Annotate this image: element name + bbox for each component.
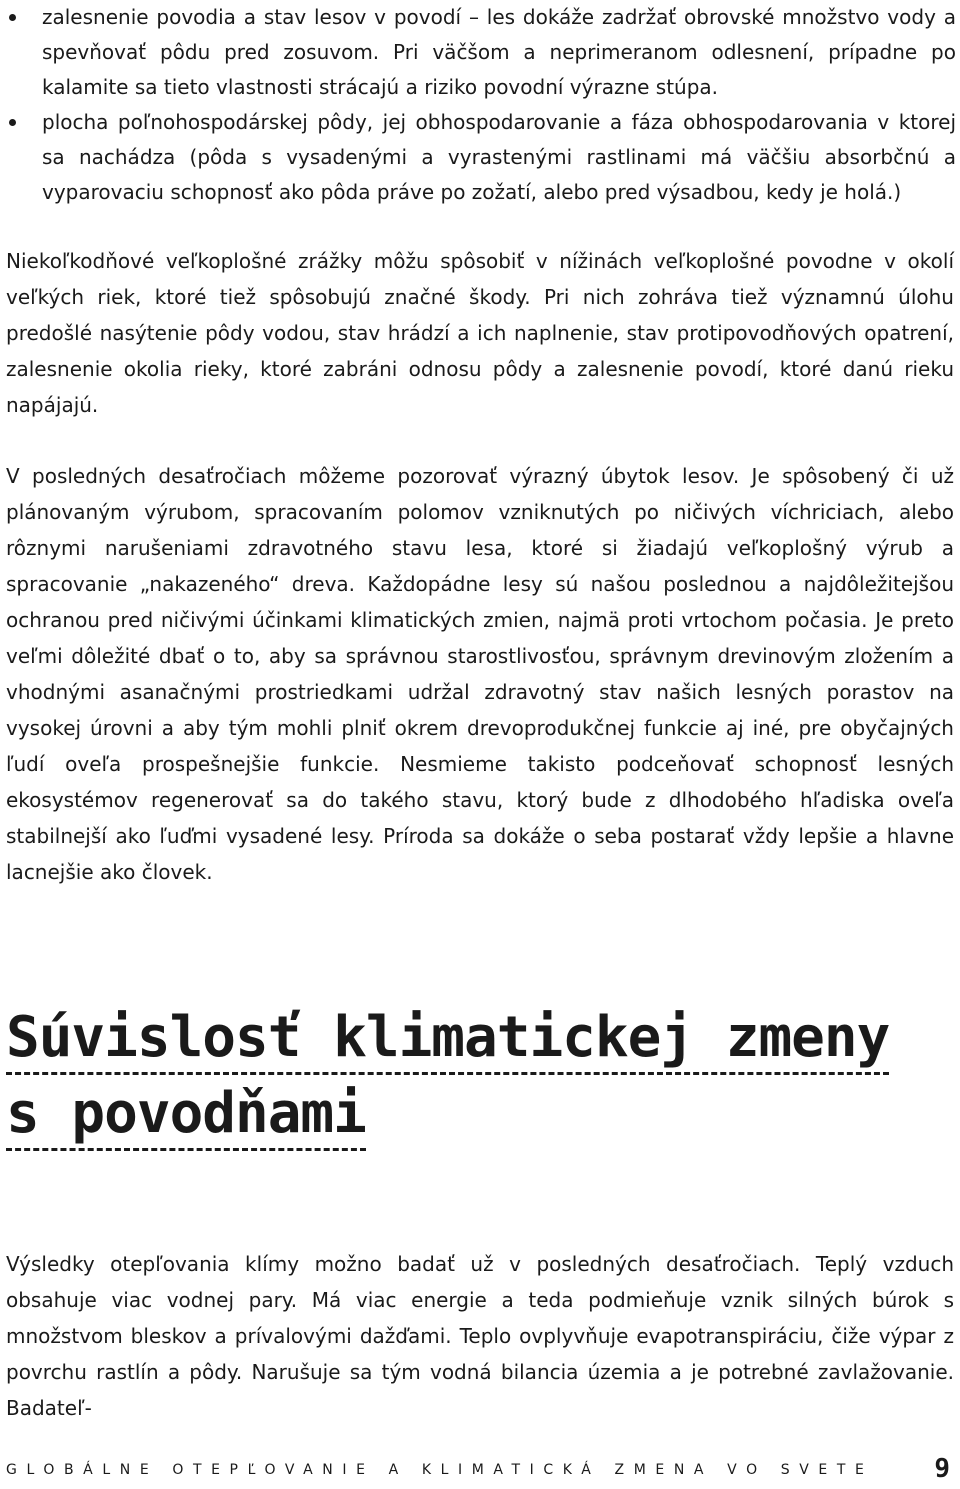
page-footer <box>6 1454 950 1488</box>
bullet-dot-icon <box>9 119 16 126</box>
section-heading-line-2: s povodňami <box>6 1080 366 1151</box>
bullet-dot-icon <box>9 14 16 21</box>
section-heading-line-1: Súvislosť klimatickej zmeny <box>6 1004 889 1075</box>
paragraph-warming-effects: Výsledky otepľovania klímy možno badať už v posledných desaťročiach. Teplý vzduch obsahuje viac vodnej pary. Má viac energie a teda podmieňuje vznik silných búrok s množstvom bleskov a prívalovými dažďami. Teplo ovplyvňuje evapotranspiráciu, čiže výpar z povrchu rastlín a pôdy. Narušuje sa tým vodná bilancia územia a je potrebné zavlažovanie. Badateľ- <box>6 1252 954 1420</box>
section-heading <box>6 1000 946 1152</box>
bullet-text: plocha poľnohospodárskej pôdy, jej obhospodarovanie a fáza obhospodarovania v ktorej sa nachádza (pôda s vysadenými a vyrastenými rastlinami má väčšiu absorbčnú a vyparovaciu schopnosť ako pôda práve po zožatí, alebo pred výsadbou, kedy je holá.) <box>42 110 956 204</box>
paragraph-forest-decline: V posledných desaťročiach môžeme pozorovať výrazný úbytok lesov. Je spôsobený či už plánovaným výrubom, spracovaním polomov vzniknutých po ničivých víchriciach, alebo rôznymi narušeniami zdravotného stavu lesa, ktoré si žiadajú veľkoplošný výrub a spracovanie „nakazeného“ dreva. Každopádne lesy sú našou poslednou a najdôležitejšou ochranou pred ničivými účinkami klimatických zmien, najmä proti vrtochom počasia. Je preto veľmi dôležité dbať o to, aby sa správnou starostlivosťou, správnym drevinovým zložením a vhodnými asanačnými prostriedkami udržal zdravotný stav našich lesných porastov na vysokej úrovni a aby tým mohli plniť okrem drevoprodukčnej funkcie aj iné, pre obyčajných ľudí oveľa prospešnejšie funkcie. Nesmieme takisto podceňovať schopnosť lesných ekosystémov regenerovať sa do takého stavu, ktorý bude z dlhodobého hľadiska oveľa stabilnejší ako ľuďmi vysadené lesy. Príroda sa dokáže o seba postarať vždy lepšie a hlavne lacnejšie ako človek. <box>6 464 954 884</box>
bullet-list <box>8 0 956 210</box>
bullet-item <box>8 0 956 105</box>
running-title: GLOBÁLNE OTEPĽOVANIE A KLIMATICKÁ ZMENA VO SVETE <box>6 1462 874 1478</box>
bullet-item <box>8 105 956 210</box>
paragraph-flood-lowlands: Niekoľkodňové veľkoplošné zrážky môžu spôsobiť v nížinách veľkoplošné povodne v okolí veľkých riek, ktoré tiež spôsobujú značné škody. Pri nich zohráva tiež významnú úlohu predošlé nasýtenie pôdy vodou, stav hrádzí a ich naplnenie, stav protipovodňových opatrení, zalesnenie okolia rieky, ktoré zabráni odnosu pôdy a zalesnenie povodí, ktoré danú rieku napájajú. <box>6 249 954 417</box>
bullet-text: zalesnenie povodia a stav lesov v povodí – les dokáže zadržať obrovské množstvo vody a spevňovať pôdu pred zosuvom. Pri väčšom a neprimeranom odlesnení, prípadne po kalamite sa tieto vlastnosti strácajú a riziko povodní výrazne stúpa. <box>42 5 956 99</box>
page-number: 9 <box>934 1454 950 1484</box>
